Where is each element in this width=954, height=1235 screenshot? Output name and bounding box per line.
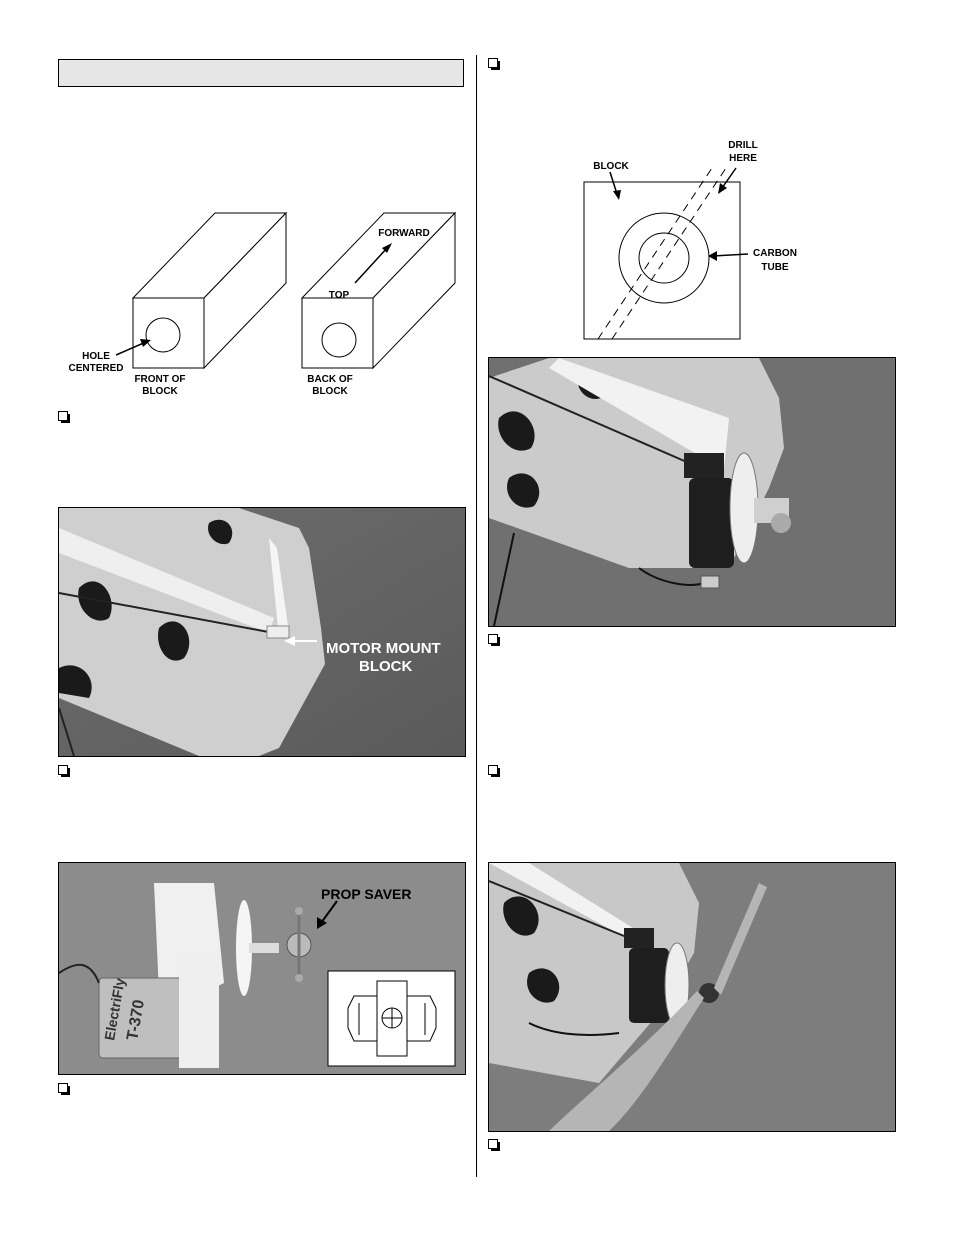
column-divider: [476, 55, 477, 1177]
step-checkbox[interactable]: [58, 1083, 68, 1093]
back-label-1: BACK OF: [307, 374, 353, 385]
prop-saver-photo: [58, 862, 466, 1075]
propeller-mounted-photo: [488, 862, 896, 1132]
motor-brand-text: ElectriFly: [101, 976, 128, 1042]
back-label-2: BLOCK: [312, 386, 348, 397]
forward-label: FORWARD: [378, 228, 430, 239]
block-label: BLOCK: [593, 161, 629, 172]
drill-location-diagram: [560, 130, 820, 345]
step-checkbox[interactable]: [488, 58, 498, 68]
step-checkbox[interactable]: [488, 765, 498, 775]
front-block-drawing: [133, 213, 286, 368]
drill-label-1: DRILL: [728, 140, 758, 151]
prop-saver-label: PROP SAVER: [321, 886, 412, 902]
hole-label-1: HOLE: [82, 351, 110, 362]
motor-mount-label-1: MOTOR MOUNT: [326, 640, 441, 657]
motor-mount-block-photo: [58, 507, 466, 757]
step-checkbox[interactable]: [488, 1139, 498, 1149]
prop-saver-inset: [328, 971, 455, 1066]
front-label-2: BLOCK: [142, 386, 178, 397]
carbon-label-1: CARBON: [753, 248, 797, 259]
drill-label-2: HERE: [729, 153, 757, 164]
hole-label-2: CENTERED: [68, 363, 124, 374]
motor-mount-label-2: BLOCK: [359, 658, 413, 675]
section-heading-bar: [58, 59, 464, 87]
carbon-label-2: TUBE: [761, 262, 789, 273]
step-checkbox[interactable]: [488, 634, 498, 644]
block-orientation-diagram: [50, 205, 470, 405]
front-label-1: FRONT OF: [134, 374, 186, 385]
gearbox-mounted-photo: [488, 357, 896, 627]
motor-model-text: T-370: [124, 998, 149, 1042]
top-label: TOP: [328, 290, 350, 301]
step-checkbox[interactable]: [58, 765, 68, 775]
step-checkbox[interactable]: [58, 411, 68, 421]
